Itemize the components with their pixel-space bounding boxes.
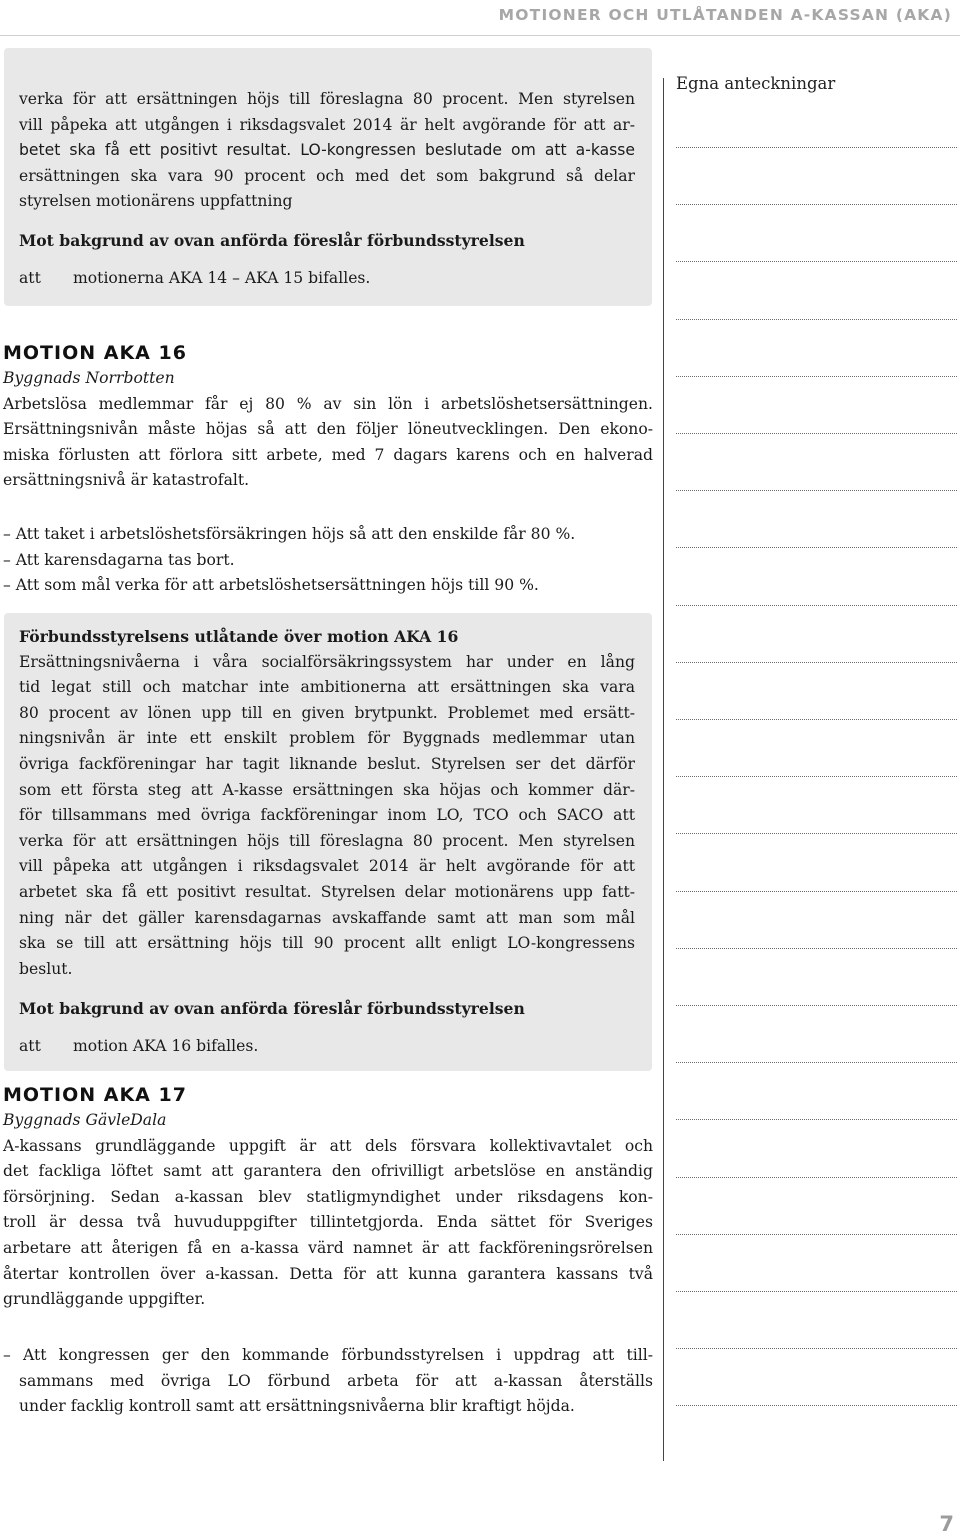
notes-line <box>676 433 957 434</box>
notes-line <box>676 490 957 491</box>
text-line: miska förlusten att förlora sitt arbete, med 7 dagars karens och en halverad <box>3 445 653 464</box>
notes-line <box>676 1005 957 1006</box>
notes-line <box>676 662 957 663</box>
text-line: A-kassans grundläggande uppgift är att dels försvara kollektivavtalet och <box>3 1136 653 1155</box>
motion-aka16-demands <box>3 522 575 599</box>
proposal-heading: Mot bakgrund av ovan anförda föreslår förbundsstyrelsen <box>19 231 525 250</box>
text-line: beslut. <box>19 959 73 978</box>
previous-proposal <box>19 228 525 291</box>
notes-line <box>676 147 957 148</box>
notes-line <box>676 1405 957 1406</box>
att-label: att <box>19 1036 41 1055</box>
text-line: ningsnivån är inte ett enskilt problem för Byggnads medlemmar utan <box>19 729 635 748</box>
demand-item: – Att som mål verka för att arbetslöshetsersättningen höjs till 90 %. <box>3 576 539 595</box>
statement-aka16-proposal <box>19 996 525 1059</box>
notes-line <box>676 776 957 777</box>
decision-text: motion AKA 16 bifalles. <box>73 1036 259 1055</box>
column-divider <box>663 78 664 1461</box>
notes-line <box>676 1119 957 1120</box>
text-line: försörjning. Sedan a-kassan blev statligmyndighet under riksdagens kon- <box>3 1187 653 1206</box>
previous-statement-text <box>19 87 635 215</box>
text-line: troll är dessa två huvuduppgifter tillintetgjorda. Enda sättet för Sveriges <box>3 1213 653 1232</box>
demand-item: – Att kongressen ger den kommande förbundsstyrelsen i uppdrag att till- <box>3 1346 653 1364</box>
notes-line <box>676 547 957 548</box>
text-line: återtar kontrollen över a-kassan. Detta för att kunna garantera kassans två <box>3 1264 653 1283</box>
notes-line <box>676 605 957 606</box>
text-line: för tillsammans med övriga fackföreningar inom LO, TCO och SACO att <box>19 806 635 825</box>
notes-line <box>676 833 957 834</box>
notes-line <box>676 1291 957 1292</box>
statement-aka16 <box>19 624 635 982</box>
notes-line <box>676 1177 957 1178</box>
notes-line <box>676 719 957 720</box>
text-line: grundläggande uppgifter. <box>3 1290 206 1309</box>
motion-aka16 <box>3 341 653 494</box>
att-label: att <box>19 268 41 287</box>
notes-line <box>676 261 957 262</box>
notes-line <box>676 319 957 320</box>
notes-title: Egna anteckningar <box>676 74 836 93</box>
text-line: som ett första steg att A-kasse ersättningen ska höjas och kommer där- <box>19 780 635 799</box>
motion-decision <box>19 1034 525 1060</box>
statement-heading: Förbundsstyrelsens utlåtande över motion AKA 16 <box>19 627 459 646</box>
notes-line <box>676 1234 957 1235</box>
demand-item-continued: under facklig kontroll samt att ersättningsnivåerna blir kraftigt höjda. <box>19 1397 575 1416</box>
text-line: verka för att ersättningen höjs till föreslagna 80 procent. Men styrelsen <box>19 831 635 850</box>
proposal-heading: Mot bakgrund av ovan anförda föreslår förbundsstyrelsen <box>19 999 525 1018</box>
motion-decision <box>19 266 525 292</box>
text-line: 80 procent av lönen upp till en given brytpunkt. Problemet med ersätt- <box>19 703 635 722</box>
running-title: MOTIONER OCH UTLÅTANDEN A-KASSAN (AKA) <box>498 6 952 24</box>
notes-line <box>676 376 957 377</box>
text-line: ersättningsnivå är katastrofalt. <box>3 471 250 490</box>
demand-item: – Att karensdagarna tas bort. <box>3 550 235 569</box>
text-line: vill påpeka att utgången i riksdagsvalet 2014 är helt avgörande för att <box>19 857 635 876</box>
notes-line <box>676 1348 957 1349</box>
motion-heading: MOTION AKA 17 <box>3 1084 187 1106</box>
text-line: vill påpeka att utgången i riksdagsvalet 2014 är helt avgörande för att ar- <box>19 115 635 134</box>
page-number: 7 <box>939 1512 954 1536</box>
text-line: det fackliga löftet samt att garantera den ofrivilligt arbetslöse en anständig <box>3 1162 653 1181</box>
motion-author: Byggnads GävleDala <box>3 1111 167 1129</box>
motion-aka17 <box>3 1083 653 1313</box>
text-line: ska se till att ersättning höjs till 90 procent allt enligt LO-kongressens <box>19 934 635 953</box>
text-line: tid legat still och matchar inte ambitionerna att ersättningen ska vara <box>19 678 635 697</box>
text-line: Ersättningsnivåerna i våra socialförsäkringssystem har under en lång <box>19 652 635 671</box>
text-line: verka för att ersättningen höjs till föreslagna 80 procent. Men styrelsen <box>19 90 635 108</box>
notes-line <box>676 948 957 949</box>
text-line: Arbetslösa medlemmar får ej 80 % av sin lön i arbetslöshetsersättningen. <box>3 394 653 413</box>
text-line: betet ska få ett positivt resultat. LO-kongressen beslutade om att a-kasse <box>19 141 635 160</box>
decision-text: motionerna AKA 14 – AKA 15 bifalles. <box>73 268 371 287</box>
text-line: ning när det gäller karensdagarnas avskaffande samt att man som mål <box>19 908 635 927</box>
text-line: styrelsen motionärens uppfattning <box>19 192 293 211</box>
demand-item-continued: sammans med övriga LO förbund arbeta för att a-kassan återställs <box>19 1371 653 1390</box>
notes-line <box>676 204 957 205</box>
notes-line <box>676 1062 957 1063</box>
header-divider <box>0 35 960 36</box>
text-line: ersättningen ska vara 90 procent och med det som bakgrund så delar <box>19 166 635 185</box>
text-line: arbetet ska få ett positivt resultat. Styrelsen delar motionärens upp fatt- <box>19 882 635 901</box>
motion-aka17-demand <box>3 1343 653 1420</box>
text-line: övriga fackföreningar har tagit liknande beslut. Styrelsen ser det därför <box>19 754 635 773</box>
notes-line <box>676 891 957 892</box>
text-line: Ersättningsnivån måste höjas så att den följer löneutvecklingen. Den ekono- <box>3 420 653 439</box>
motion-author: Byggnads Norrbotten <box>3 369 175 387</box>
demand-item: – Att taket i arbetslöshetsförsäkringen höjs så att den enskilde får 80 %. <box>3 525 576 543</box>
text-line: arbetare att återigen få en a-kassa värd namnet är att fackföreningsrörelsen <box>3 1238 653 1257</box>
motion-heading: MOTION AKA 16 <box>3 342 187 364</box>
